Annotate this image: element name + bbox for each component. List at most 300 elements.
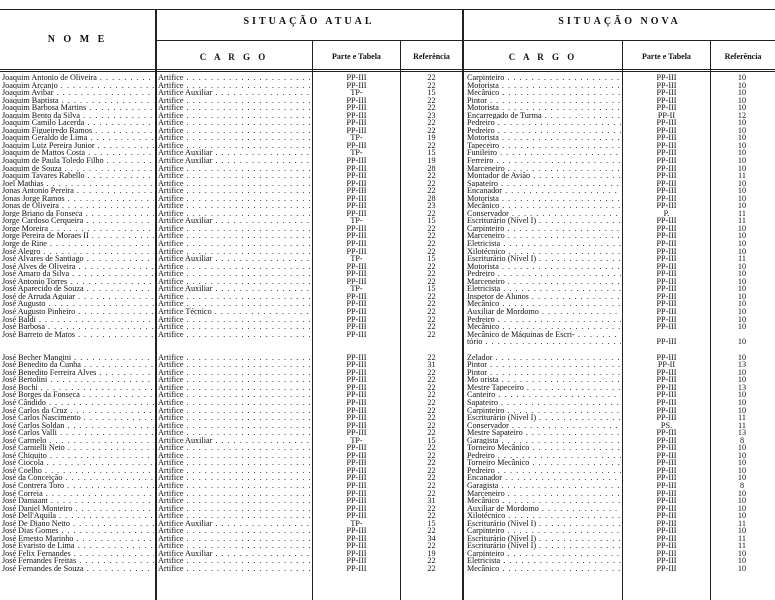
cell-parte-atual: TP-	[350, 89, 363, 97]
cell-referencia-atual: 22	[427, 557, 436, 565]
table-row	[0, 512, 775, 520]
table-row	[0, 323, 775, 331]
cell-parte-atual: PP-III	[346, 421, 367, 430]
cell-cargo-nova: Carpinteiro . . .	[467, 225, 621, 233]
table-row	[0, 97, 775, 105]
cell-parte-atual: TP-	[350, 285, 363, 293]
cell-parte-atual: PP-III	[346, 323, 367, 331]
cell-cargo-nova: Pintor . . .	[467, 369, 621, 377]
cell-cargo-nova: Conservador . . .	[467, 210, 621, 218]
cell-cargo-atual: Artifice . . .	[158, 384, 310, 392]
cell-parte-nova: PP-III	[656, 285, 677, 293]
cell-referencia-atual: 22	[427, 406, 436, 415]
cell-cargo-atual: Artifice . . .	[158, 331, 310, 339]
cell-cargo-atual: Artifice . . .	[158, 134, 310, 142]
cell-cargo-atual: Artifice . . .	[158, 112, 310, 120]
cell-cargo-nova: Inspetor de Alunos . . .	[467, 293, 621, 301]
header-bottom-rule-2	[0, 71, 775, 72]
cell-cargo-atual: Artifice . . .	[158, 399, 310, 407]
cell-referencia-nova: 11	[738, 414, 746, 422]
cell-cargo-nova: Escriturário (Nível I) . . .	[467, 535, 621, 543]
cell-parte-atual: PP-III	[346, 247, 367, 256]
cell-referencia-nova: 10	[737, 474, 747, 482]
cell-nome: Jorge Briano da Fonseca . . .	[2, 210, 154, 218]
table-row	[0, 232, 775, 240]
cell-parte-nova: PP-II	[657, 111, 676, 120]
cell-referencia-nova: 10	[737, 353, 747, 362]
cell-parte-atual: PP-III	[346, 194, 367, 203]
cell-parte-nova: PP-III	[656, 240, 677, 248]
cell-parte-nova: PP-III	[656, 391, 677, 399]
cell-referencia-atual: 22	[427, 179, 436, 188]
cell-referencia-nova: 10	[737, 141, 747, 150]
cell-referencia-nova: 10	[737, 338, 747, 346]
cell-cargo-atual: Artifice . . .	[158, 512, 310, 520]
cell-referencia-atual: 22	[427, 270, 436, 278]
header-bottom-rule	[0, 69, 775, 70]
cell-parte-nova: PP-III	[656, 126, 677, 135]
cell-referencia-nova: 10	[737, 512, 747, 520]
cell-referencia-nova: 11	[738, 519, 746, 528]
table-row	[0, 550, 775, 558]
cell-nome: José Barreto de Matos . . .	[2, 331, 154, 339]
cell-referencia-atual: 19	[427, 549, 436, 558]
cell-referencia-atual: 22	[427, 240, 436, 248]
cell-cargo-atual: Artifice . . .	[158, 300, 310, 308]
cell-parte-atual: PP-III	[346, 224, 367, 233]
cell-cargo-atual: Artifice . . .	[158, 565, 310, 573]
cell-nome: José Dias Gomes . . .	[2, 527, 154, 535]
cell-cargo-nova: Pintor . . .	[467, 361, 621, 369]
cell-parte-nova: PP-III	[656, 429, 677, 437]
cell-parte-nova: P.	[663, 209, 670, 218]
cell-parte-atual: PP-III	[346, 459, 367, 467]
table-row	[0, 157, 775, 165]
cell-cargo-atual: Artifice . . .	[158, 165, 310, 173]
cell-parte-nova: PP-III	[656, 542, 677, 550]
cell-referencia-atual: 22	[427, 323, 436, 331]
table-row	[0, 285, 775, 293]
cell-referencia-nova: 10	[737, 459, 747, 467]
cell-nome: José Chiquito . . .	[2, 452, 154, 460]
table-row	[0, 187, 775, 195]
table-row	[0, 399, 775, 407]
cell-cargo-atual: Artifice . . .	[158, 497, 310, 505]
cell-cargo-atual: Artifice . . .	[158, 527, 310, 535]
cell-parte-nova: PP-II	[657, 361, 676, 369]
table-row	[0, 308, 775, 316]
cell-cargo-nova: Marceneiro . . .	[467, 165, 621, 173]
cell-nome: Joaquim Baptista . . .	[2, 97, 154, 105]
cell-cargo-atual: Artifice Auxiliar . . .	[158, 89, 310, 97]
cell-referencia-nova: 10	[737, 104, 747, 112]
cell-cargo-atual: Artifice . . .	[158, 74, 310, 82]
cell-parte-atual: PP-III	[346, 444, 367, 452]
cell-cargo-nova: Mestre Sapateiro . . .	[467, 429, 621, 437]
cell-cargo-nova: Mestre Tapeceiro . . .	[467, 384, 621, 392]
cell-cargo-atual: Artifice . . .	[158, 414, 310, 422]
cell-referencia-nova: 10	[737, 157, 747, 165]
cell-nome: José Amaro da Silva . . .	[2, 270, 154, 278]
cell-nome: José Bochi . . .	[2, 384, 154, 392]
cell-nome: Joaquim Barbosa Martins . . .	[2, 104, 154, 112]
table-row	[0, 520, 775, 528]
cell-nome: José Benedito Ferreira Alves . . .	[2, 369, 154, 377]
cell-cargo-atual: Artifice . . .	[158, 354, 310, 362]
cell-cargo-nova: Pedreiro . . .	[467, 119, 621, 127]
cell-referencia-atual: 34	[427, 534, 436, 543]
nova-subheader-rule	[464, 40, 775, 41]
cell-referencia-nova: 10	[737, 179, 747, 188]
cell-cargo-atual: Artifice . . .	[158, 482, 310, 490]
cell-nome: José Daniel Monteiro . . .	[2, 505, 154, 513]
cell-referencia-nova: 10	[737, 232, 747, 241]
cell-parte-atual: PP-III	[346, 353, 367, 362]
cell-parte-nova: PP-III	[656, 179, 677, 188]
cell-nome: José Aparecido de Souza . . .	[2, 285, 154, 293]
cell-cargo-nova: Tapeceiro . . .	[467, 142, 621, 150]
cell-cargo-nova: Torneiro Mecânico . . .	[467, 459, 621, 467]
cell-referencia-nova: 10	[737, 119, 747, 127]
cell-cargo-nova: Xilotécnico . . .	[467, 248, 621, 256]
cell-referencia-atual: 22	[427, 104, 436, 112]
cell-cargo-nova: Eletricista . . .	[467, 557, 621, 565]
cell-cargo-nova: Marceneiro . . .	[467, 490, 621, 498]
cell-parte-nova: PP-III	[656, 164, 677, 173]
cell-nome: Joaquim Arcanjo . . .	[2, 82, 154, 90]
cell-cargo-nova: Eletricista . . .	[467, 285, 621, 293]
cell-parte-nova: PP-III	[656, 557, 677, 565]
cell-nome: José Benedito da Cunha . . .	[2, 361, 154, 369]
cell-cargo-atual: Artifice . . .	[158, 323, 310, 331]
cell-referencia-atual: 22	[427, 376, 436, 384]
cell-cargo-nova: Motorista . . .	[467, 263, 621, 271]
cell-cargo-atual: Artifice Técnico . . .	[158, 308, 310, 316]
cell-cargo-nova: Carpinteiro . . .	[467, 550, 621, 558]
cell-referencia-nova: 10	[737, 262, 747, 271]
cell-cargo-nova: Motorista . . .	[467, 104, 621, 112]
cell-referencia-nova: 11	[738, 534, 746, 543]
cell-parte-nova: PP-III	[656, 307, 677, 316]
header-situacao-atual: SITUAÇÃO ATUAL	[243, 16, 375, 27]
table-row	[0, 217, 775, 225]
cell-nome: José da Conceição . . .	[2, 474, 154, 482]
table-row	[0, 459, 775, 467]
cell-parte-atual: PP-III	[346, 262, 367, 271]
table-row	[0, 542, 775, 550]
cell-parte-atual: PP-III	[346, 104, 367, 112]
cell-referencia-nova: 11	[738, 421, 746, 430]
table-row	[0, 316, 775, 324]
cell-cargo-nova: Encanador . . .	[467, 187, 621, 195]
cell-parte-atual: PP-III	[346, 549, 367, 558]
cell-referencia-nova: 11	[738, 217, 746, 225]
cell-cargo-atual: Artifice . . .	[158, 225, 310, 233]
cell-cargo-nova: Carpinteiro . . .	[467, 527, 621, 535]
cell-cargo-nova: Mecânico . . .	[467, 497, 621, 505]
table-row	[0, 119, 775, 127]
cell-cargo-nova: Mecânico . . .	[467, 300, 621, 308]
table-row	[0, 422, 775, 430]
header-parte-tabela-atual: Parte e Tabela	[332, 52, 381, 61]
cell-nome: Joaquim de Paula Toledo Filho . . .	[2, 157, 154, 165]
cell-cargo-atual: Artifice . . .	[158, 172, 310, 180]
cell-nome: José Fernandes de Souza . . .	[2, 565, 154, 573]
cell-cargo-atual: Artifice . . .	[158, 422, 310, 430]
cell-parte-atual: PP-III	[346, 534, 367, 543]
cell-parte-atual: PP-III	[346, 391, 367, 399]
cell-referencia-atual: 28	[427, 164, 436, 173]
cell-parte-atual: PP-III	[346, 383, 367, 392]
cell-nome: Jonas de Oliveira . . .	[2, 202, 154, 210]
cell-referencia-nova: 10	[737, 89, 747, 97]
table-row	[0, 202, 775, 210]
cell-parte-nova: PP-III	[656, 459, 677, 467]
cell-parte-nova: PP-III	[656, 512, 677, 520]
cell-nome: José Augusto . . .	[2, 300, 154, 308]
cell-nome: Joaquim de Mattos Costa . . .	[2, 149, 154, 157]
cell-parte-atual: PP-III	[346, 307, 367, 316]
cell-parte-nova: PP-III	[656, 451, 677, 460]
cell-nome: José Evaristo de Lima . . .	[2, 542, 154, 550]
cell-referencia-atual: 22	[427, 224, 436, 233]
cell-cargo-atual: Artifice Auxiliar . . .	[158, 149, 310, 157]
cell-nome: Joaquim Bento da Silva . . .	[2, 112, 154, 120]
cell-nome: Joaquim de Souza . . .	[2, 165, 154, 173]
table-row	[0, 527, 775, 535]
cell-parte-nova: PP-III	[656, 519, 677, 528]
cell-referencia-nova: 10	[737, 406, 747, 415]
cell-cargo-nova: Pedreiro . . .	[467, 127, 621, 135]
cell-referencia-nova: 10	[737, 164, 747, 173]
cell-cargo-nova: Marceneiro . . .	[467, 232, 621, 240]
cell-nome: Joaquim Antonio de Oliveira . . .	[2, 74, 154, 82]
top-rule	[0, 9, 775, 10]
cell-parte-nova: PP-III	[656, 232, 677, 241]
cell-nome: Joaquim Luiz Pereira Junior . . .	[2, 142, 154, 150]
cell-parte-atual: PP-III	[346, 232, 367, 241]
cell-referencia-nova: 8	[739, 481, 745, 490]
cell-nome: José Alvares de Santiago . . .	[2, 255, 154, 263]
cell-parte-atual: PP-III	[346, 164, 367, 173]
cell-referencia-atual: 22	[427, 172, 436, 180]
table-row	[0, 557, 775, 565]
cell-parte-nova: PS.	[660, 421, 673, 430]
cell-cargo-atual: Artifice . . .	[158, 195, 310, 203]
table-row	[0, 482, 775, 490]
table-row	[0, 112, 775, 120]
cell-cargo-atual: Artifice . . .	[158, 452, 310, 460]
cell-nome: Joaquim Figueiredo Ramos . . .	[2, 127, 154, 135]
cell-referencia-atual: 15	[427, 89, 436, 97]
cell-parte-atual: PP-III	[346, 527, 367, 535]
cell-referencia-atual: 19	[427, 134, 436, 142]
cell-cargo-atual: Artifice Auxiliar . . .	[158, 437, 310, 445]
cell-nome: Jonas Antonio Pereira . . .	[2, 187, 154, 195]
table-row	[0, 474, 775, 482]
cell-nome: José Contrera Toro . . .	[2, 482, 154, 490]
table-row	[0, 505, 775, 513]
cell-referencia-nova: 10	[737, 74, 747, 82]
cell-cargo-nova: Eletricista . . .	[467, 240, 621, 248]
cell-cargo-nova: Ferreiro . . .	[467, 157, 621, 165]
cell-cargo-atual: Artifice . . .	[158, 542, 310, 550]
cell-referencia-atual: 22	[427, 414, 436, 422]
cell-cargo-atual: Artifice Auxiliar . . .	[158, 157, 310, 165]
table-row	[0, 535, 775, 543]
cell-cargo-nova: Zelador . . .	[467, 354, 621, 362]
cell-referencia-atual: 22	[427, 527, 436, 535]
cell-cargo-atual: Artifice . . .	[158, 240, 310, 248]
cell-referencia-atual: 15	[427, 519, 436, 528]
cell-cargo-atual: Artifice . . .	[158, 127, 310, 135]
table-row	[0, 195, 775, 203]
cell-cargo-nova: Mecânico . . .	[467, 323, 621, 331]
header-referencia-atual: Referência	[413, 52, 450, 61]
table-row	[0, 255, 775, 263]
cell-nome: José Borges da Fonseca . . .	[2, 391, 154, 399]
cell-parte-nova: PP-III	[656, 224, 677, 233]
cell-parte-nova: PP-III	[656, 414, 677, 422]
cell-cargo-atual: Artifice . . .	[158, 202, 310, 210]
cell-referencia-atual: 22	[427, 330, 436, 339]
cell-referencia-atual: 22	[427, 565, 436, 573]
cell-nome: José Bertolini . . .	[2, 376, 154, 384]
table-row	[0, 369, 775, 377]
table-row	[0, 74, 775, 82]
cell-cargo-atual: Artifice . . .	[158, 270, 310, 278]
atual-subheader-rule	[156, 40, 462, 41]
cell-referencia-atual: 22	[427, 512, 436, 520]
cell-referencia-nova: 11	[738, 172, 746, 180]
cell-nome: José Coelho . . .	[2, 467, 154, 475]
cell-parte-nova: PP-III	[656, 368, 677, 377]
cell-parte-atual: PP-III	[346, 368, 367, 377]
table-body	[0, 74, 775, 573]
cell-referencia-atual: 22	[427, 119, 436, 127]
cell-parte-nova: PP-III	[656, 565, 677, 573]
table-row	[0, 391, 775, 399]
cell-referencia-atual: 15	[427, 285, 436, 293]
cell-parte-atual: PP-III	[346, 512, 367, 520]
cell-nome: José Ernesto Marinho . . .	[2, 535, 154, 543]
cell-parte-atual: PP-III	[346, 398, 367, 407]
cell-parte-atual: PP-III	[346, 376, 367, 384]
cell-parte-nova: PP-III	[656, 398, 677, 407]
cell-parte-atual: PP-III	[346, 81, 367, 90]
cell-referencia-nova: 10	[737, 376, 747, 384]
cell-cargo-nova: tório . . .	[467, 338, 621, 346]
cell-cargo-atual: Artifice . . .	[158, 248, 310, 256]
cell-referencia-atual: 22	[427, 481, 436, 490]
cell-cargo-atual: Artifice . . .	[158, 361, 310, 369]
cell-cargo-nova: Sapateiro . . .	[467, 399, 621, 407]
cell-parte-nova: PP-III	[656, 315, 677, 324]
cell-parte-nova: PP-III	[656, 74, 677, 82]
cell-cargo-atual: Artifice Auxiliar . . .	[158, 520, 310, 528]
cell-referencia-atual: 22	[427, 391, 436, 399]
cell-cargo-atual: Artifice . . .	[158, 293, 310, 301]
cell-cargo-nova: Escriturário (Nível I) . . .	[467, 255, 621, 263]
cell-cargo-nova: Escriturário (Nível I) . . .	[467, 542, 621, 550]
cell-parte-nova: PP-III	[656, 504, 677, 513]
cell-cargo-nova: Escriturário (Nível I) . . .	[467, 217, 621, 225]
table-row	[0, 331, 775, 339]
cell-referencia-atual: 22	[427, 459, 436, 467]
cell-parte-nova: PP-III	[656, 481, 677, 490]
cell-referencia-atual: 22	[427, 315, 436, 324]
table-row	[0, 180, 775, 188]
cell-cargo-atual: Artifice . . .	[158, 316, 310, 324]
cell-referencia-nova: 10	[737, 466, 747, 475]
cell-parte-atual: PP-III	[346, 240, 367, 248]
cell-nome: José Carlos Soldan . . .	[2, 422, 154, 430]
cell-cargo-atual: Artifice . . .	[158, 459, 310, 467]
cell-cargo-nova: Montador de Avião . . .	[467, 172, 621, 180]
cell-cargo-nova: Canteiro . . .	[467, 391, 621, 399]
cell-cargo-nova: Mo orista . . .	[467, 376, 621, 384]
cell-cargo-nova: Mecânico de Máquinas de Escri- . . .	[467, 331, 621, 339]
cell-cargo-atual: Artifice . . .	[158, 369, 310, 377]
cell-parte-atual: PP-III	[346, 474, 367, 482]
cell-cargo-nova: Carpinteiro . . .	[467, 407, 621, 415]
cell-parte-atual: PP-III	[346, 74, 367, 82]
table-row	[0, 429, 775, 437]
cell-referencia-atual: 22	[427, 96, 436, 105]
cell-cargo-atual: Artifice . . .	[158, 490, 310, 498]
cell-cargo-nova: Conservador . . .	[467, 422, 621, 430]
cell-cargo-atual: Artifice . . .	[158, 104, 310, 112]
cell-referencia-nova: 11	[738, 542, 746, 550]
cell-cargo-atual: Artifice . . .	[158, 180, 310, 188]
cell-referencia-nova: 10	[737, 194, 747, 203]
cell-cargo-atual: Artifice . . .	[158, 142, 310, 150]
cell-parte-atual: PP-III	[346, 406, 367, 415]
cell-parte-nova: PP-III	[656, 383, 677, 392]
cell-cargo-nova: Mecânico . . .	[467, 565, 621, 573]
cell-parte-nova: PP-III	[656, 300, 677, 308]
cell-parte-nova: PP-III	[656, 436, 677, 445]
cell-parte-nova: PP-III	[656, 81, 677, 90]
table-row	[0, 452, 775, 460]
cell-nome: José Damaant . . .	[2, 497, 154, 505]
cell-parte-nova: PP-III	[656, 187, 677, 195]
cell-referencia-atual: 22	[427, 300, 436, 308]
header-situacao-nova: SITUAÇÃO NOVA	[558, 16, 681, 27]
table-row	[0, 293, 775, 301]
cell-referencia-nova: 10	[737, 489, 747, 498]
cell-referencia-nova: 10	[737, 323, 747, 331]
cell-parte-nova: PP-III	[656, 172, 677, 180]
cell-parte-atual: PP-III	[346, 179, 367, 188]
cell-referencia-atual: 22	[427, 466, 436, 475]
cell-referencia-nova: 10	[737, 292, 747, 301]
cell-referencia-atual: 22	[427, 429, 436, 437]
cell-cargo-nova: Motorista . . .	[467, 195, 621, 203]
cell-parte-nova: PP-III	[656, 376, 677, 384]
cell-referencia-atual: 15	[427, 217, 436, 225]
cell-parte-nova: PP-III	[656, 202, 677, 210]
cell-cargo-atual: Artifice Auxiliar . . .	[158, 550, 310, 558]
cell-parte-atual: PP-III	[346, 466, 367, 475]
cell-nome: Jorge de Rine . . .	[2, 240, 154, 248]
table-row	[0, 104, 775, 112]
cell-parte-atual: PP-III	[346, 330, 367, 339]
cell-parte-atual: TP-	[350, 519, 363, 528]
header-referencia-nova: Referência	[724, 52, 762, 61]
cell-parte-atual: TP-	[350, 255, 363, 263]
cell-nome: José de Arruda Aguiar . . .	[2, 293, 154, 301]
